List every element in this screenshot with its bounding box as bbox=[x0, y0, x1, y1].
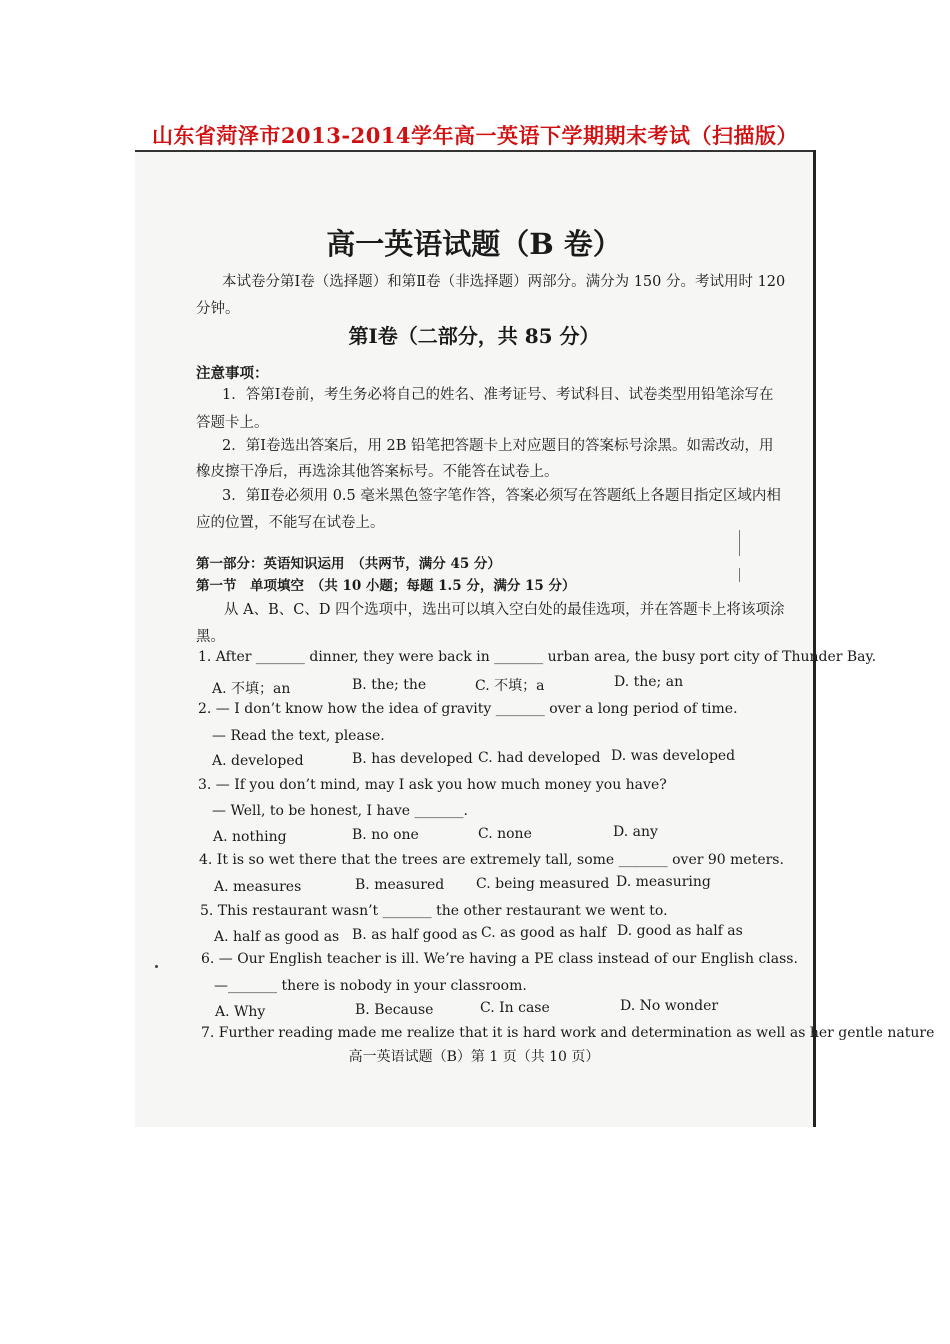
part-title: 第Ⅰ卷（二部分，共 85 分） bbox=[348, 324, 600, 348]
option: D. was developed bbox=[611, 748, 736, 764]
question-stem: 1. After _______ dinner, they were back in _______ urban area, the busy port city of Thunder Bay. bbox=[198, 649, 877, 665]
option: C. had developed bbox=[478, 750, 601, 766]
question-stem: 6. — Our English teacher is ill. We’re having a PE class instead of our English class. bbox=[201, 951, 798, 967]
question-reply: — Well, to be honest, I have _______. bbox=[212, 803, 468, 819]
intro-line-2: 分钟。 bbox=[196, 301, 240, 317]
option: B. Because bbox=[355, 1002, 434, 1018]
question-stem: 3. — If you don’t mind, may I ask you how much money you have? bbox=[198, 777, 667, 793]
option: B. no one bbox=[352, 827, 419, 843]
note-line: 2．第Ⅰ卷选出答案后，用 2B 铅笔把答题卡上对应题目的答案标号涂黑。如需改动，用 bbox=[222, 438, 774, 454]
option: C. being measured bbox=[476, 876, 610, 892]
option: D. measuring bbox=[616, 874, 711, 890]
option: B. as half good as bbox=[352, 927, 478, 943]
option: D. any bbox=[613, 824, 658, 840]
note-line: 橡皮擦干净后，再选涂其他答案标号。不能答在试卷上。 bbox=[196, 464, 559, 480]
option: A. 不填；an bbox=[212, 681, 291, 697]
option: C. as good as half bbox=[481, 925, 607, 941]
note-line: 1．答第Ⅰ卷前，考生务必将自己的姓名、准考证号、考试科目、试卷类型用铅笔涂写在 bbox=[222, 387, 774, 403]
option: A. nothing bbox=[213, 829, 287, 845]
notes-heading: 注意事项： bbox=[196, 365, 269, 382]
option: A. developed bbox=[212, 753, 304, 769]
question-stem: 7. Further reading made me realize that it is hard work and determination as well as her gentle nature bbox=[201, 1025, 935, 1041]
option: A. Why bbox=[215, 1004, 266, 1020]
option: B. the; the bbox=[352, 677, 427, 693]
option: C. In case bbox=[480, 1000, 550, 1016]
instruction-line-2: 黑。 bbox=[196, 629, 225, 645]
question-stem: 5. This restaurant wasn’t _______ the other restaurant we went to. bbox=[200, 903, 668, 919]
section-heading: 第一部分：英语知识运用 （共两节，满分 45 分） bbox=[196, 556, 501, 572]
document-header: 山东省菏泽市2013-2014学年高一英语下学期期末考试（扫描版） bbox=[151, 123, 799, 148]
option: A. measures bbox=[214, 879, 302, 895]
question-stem: 2. — I don’t know how the idea of gravity _______ over a long period of time. bbox=[198, 701, 738, 717]
option: B. measured bbox=[355, 877, 445, 893]
instruction-line-1: 从 A、B、C、D 四个选项中，选出可以填入空白处的最佳选项，并在答题卡上将该项涂 bbox=[224, 602, 785, 618]
page-footer: 高一英语试题（B）第 1 页（共 10 页） bbox=[348, 1049, 600, 1065]
note-line: 答题卡上。 bbox=[196, 415, 269, 431]
option: A. half as good as bbox=[214, 929, 340, 945]
option: B. has developed bbox=[352, 751, 473, 767]
note-line: 应的位置，不能写在试卷上。 bbox=[196, 515, 385, 531]
scan-mark bbox=[739, 530, 740, 556]
scan-speck bbox=[155, 965, 158, 968]
scan-mark bbox=[739, 568, 740, 582]
subsection-heading: 第一节 单项填空 （共 10 小题；每题 1.5 分，满分 15 分） bbox=[196, 578, 576, 594]
option: D. good as half as bbox=[617, 923, 743, 939]
option: D. the; an bbox=[614, 674, 684, 690]
question-reply: — Read the text, please. bbox=[212, 728, 385, 744]
note-line: 3．第Ⅱ卷必须用 0.5 毫米黑色签字笔作答，答案必须写在答题纸上各题目指定区域内相 bbox=[222, 488, 781, 504]
exam-title: 高一英语试题（B 卷） bbox=[326, 227, 622, 261]
question-stem: 4. It is so wet there that the trees are extremely tall, some _______ over 90 meters. bbox=[199, 852, 784, 868]
option: C. 不填；a bbox=[475, 678, 545, 694]
option: C. none bbox=[478, 826, 532, 842]
option: D. No wonder bbox=[620, 998, 719, 1014]
question-reply: —_______ there is nobody in your classroom. bbox=[214, 978, 527, 994]
intro-line-1: 本试卷分第Ⅰ卷（选择题）和第Ⅱ卷（非选择题）两部分。满分为 150 分。考试用时 120 bbox=[222, 274, 786, 290]
scan-top-edge bbox=[135, 150, 813, 152]
